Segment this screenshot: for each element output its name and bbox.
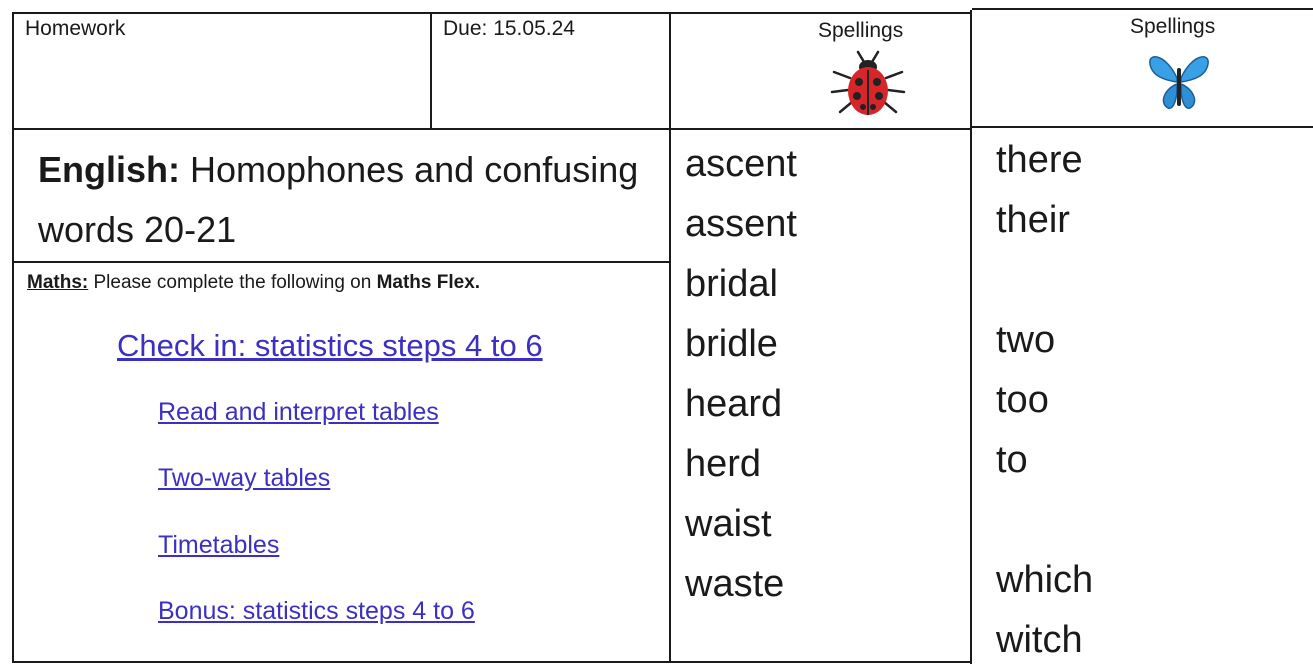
maths-text: Please complete the following on [88, 272, 377, 293]
list-item: heard [685, 383, 783, 425]
list-item: bridle [685, 323, 778, 365]
list-item: their [996, 199, 1070, 241]
table-border-left [12, 12, 14, 663]
list-item: waist [685, 503, 772, 545]
english-text: Homophones and confusing words 20-21 [38, 149, 639, 250]
bonus-statistics-link[interactable]: Bonus: statistics steps 4 to 6 [158, 597, 475, 625]
spellings-heading-1: Spellings [818, 19, 904, 42]
list-item: herd [685, 443, 762, 485]
maths-flex-label: Maths Flex. [376, 272, 481, 293]
due-date: Due: 15.05.24 [443, 17, 575, 40]
list-item: two [996, 319, 1056, 361]
ladybird-icon [828, 48, 908, 124]
maths-label: Maths: [27, 272, 89, 293]
two-way-tables-link[interactable]: Two-way tables [158, 464, 331, 492]
homework-label: Homework [25, 17, 126, 40]
timetables-link[interactable]: Timetables [158, 531, 280, 559]
english-label: English: [38, 149, 180, 190]
spellings-list-ladybird [685, 134, 797, 614]
header-divider-right [972, 126, 1313, 128]
spellings-heading-2: Spellings [1130, 15, 1216, 38]
header-divider [12, 128, 970, 130]
butterfly-icon [1146, 48, 1212, 114]
table-border-top [12, 12, 970, 14]
list-item: bridal [685, 263, 778, 305]
homework-due-divider [430, 12, 432, 129]
list-item: witch [996, 619, 1083, 661]
list-item: which [996, 559, 1094, 601]
list-item [996, 250, 1093, 310]
english-maths-divider [12, 261, 669, 263]
column-divider-left [669, 12, 671, 663]
list-item: to [996, 439, 1028, 481]
table-border-top-right [972, 8, 1313, 10]
list-item: too [996, 379, 1049, 421]
maths-instructions [27, 268, 657, 298]
english-task [38, 140, 668, 260]
spellings-list-butterfly [996, 130, 1093, 670]
list-item [996, 490, 1093, 550]
list-item: assent [685, 203, 797, 245]
list-item: ascent [685, 143, 797, 185]
column-divider-right [970, 10, 972, 664]
check-in-link[interactable]: Check in: statistics steps 4 to 6 [117, 328, 543, 363]
list-item: there [996, 139, 1083, 181]
list-item: waste [685, 563, 785, 605]
table-border-bottom [12, 661, 970, 663]
read-interpret-tables-link[interactable]: Read and interpret tables [158, 398, 439, 426]
